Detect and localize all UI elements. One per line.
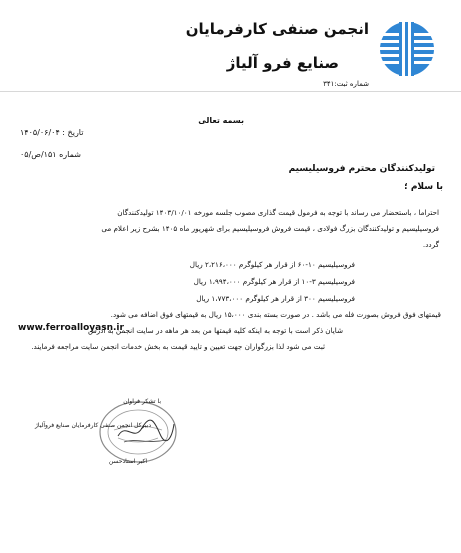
closing-regards: با تشکر فراوان xyxy=(123,398,161,405)
note-line: ثبت می شود لذا بزرگواران جهت تعیین و تایید قیمت به بخش خدمات انجمن سایت مراجعه فرمایند. xyxy=(31,342,325,351)
body-paragraph-line: احتراما ، باستحضار می رساند با توجه به فرمول قیمت گذاری مصوب جلسه مورخه ۱۴۰۳/۱۰/۰۱ تولیدکنندگان xyxy=(117,208,439,217)
letter-date: تاریخ : ۱۴۰۵/۰۶/۰۴ xyxy=(20,128,84,137)
registration-number: شماره ثبت:۳۴۱ xyxy=(323,80,369,88)
signer-name: اکبر استادحسن xyxy=(108,458,147,465)
organization-logo-icon xyxy=(369,18,445,80)
bismillah-heading: بسمه تعالی xyxy=(198,116,244,125)
header-divider xyxy=(0,91,461,92)
organization-name-line2: صنایع فرو آلیاژ xyxy=(226,54,339,72)
body-paragraph-line: فروسیلیسیم و تولیدکنندگان بزرگ فولادی ، قیمت فروش فروسیلیسیم برای شهریور ماه ۱۴۰۵ بشرح زیر اعلام می xyxy=(101,224,439,233)
letter-number: شماره ۱۵۱/ص/۰۵ xyxy=(20,150,81,159)
note-line: قیمتهای فوق فروش بصورت فله می باشد . در صورت بسته بندی ۱۵،۰۰۰ ریال به قیمتهای فوق اضافه می شود. xyxy=(110,310,441,319)
note-line: شایان ذکر است با توجه به اینکه کلیه قیمتها من بعد هر ماهه در سایت انجمن به آدرس xyxy=(88,326,343,335)
organization-name-line1: انجمن صنفی کارفرمایان xyxy=(185,20,369,38)
addressee: تولیدکنندگان محترم فروسیلیسیم xyxy=(288,164,435,174)
price-item: فروسیلیسیم ۳۰۰ از قرار هر کیلوگرم ۱،۷۷۳،۰۰۰ ریال xyxy=(196,294,355,303)
price-item: فروسیلیسیم ۱۰-۶۰ از قرار هر کیلوگرم ۲،۲۱۶،۰۰۰ ریال xyxy=(189,260,355,269)
greeting: با سلام ؛ xyxy=(404,182,443,192)
price-item: فروسیلیسیم ۳-۱۰ از قرار هر کیلوگرم ۱،۹۹۴،۰۰۰ ریال xyxy=(193,277,355,286)
handwritten-signature-icon xyxy=(114,414,178,448)
website-url: www.ferroalloyasn.ir xyxy=(18,323,124,333)
body-paragraph-line: گردد. xyxy=(422,240,439,249)
signer-title: دبیرکل انجمن صنفی کارفرمایان صنایع فروآلیاژ xyxy=(35,422,151,429)
